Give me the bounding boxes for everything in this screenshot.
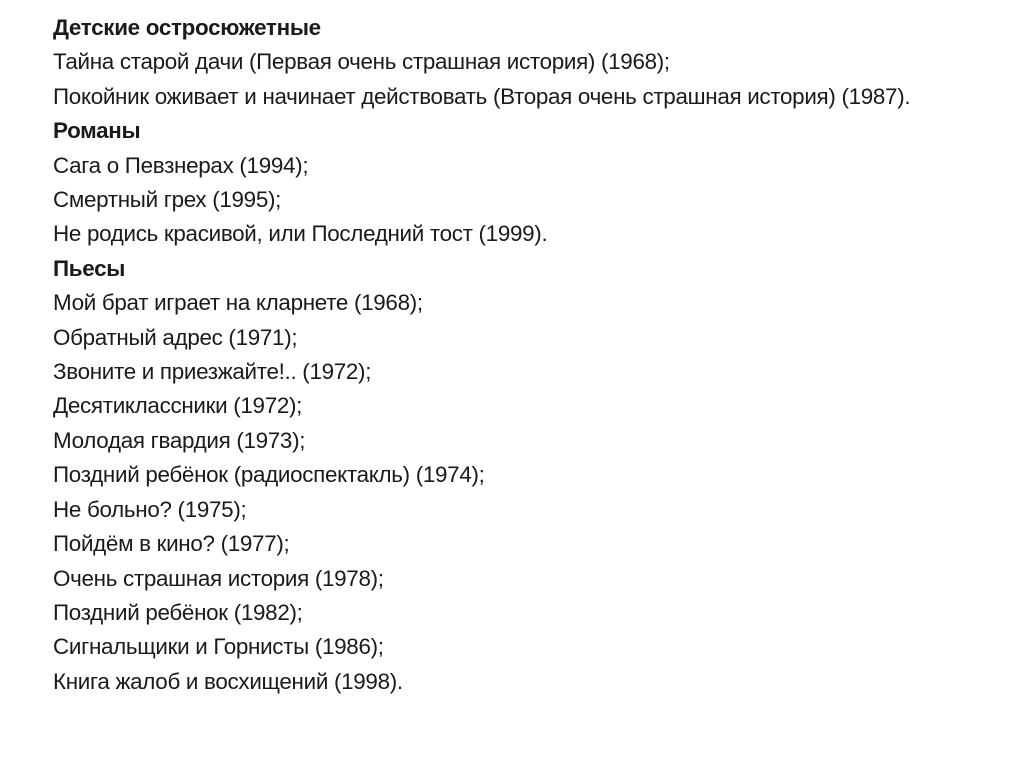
list-item: Не родись красивой, или Последний тост (1999). [53, 221, 548, 247]
list-item: Сага о Певзнерах (1994); [53, 152, 309, 178]
slide-text-body [53, 11, 1003, 699]
list-item: Поздний ребёнок (радиоспектакль) (1974); [53, 462, 485, 488]
list-item: Десятиклассники (1972); [53, 393, 303, 419]
list-item: Молодая гвардия (1973); [53, 427, 306, 453]
list-item: Обратный адрес (1971); [53, 324, 298, 350]
list-item: Пойдём в кино? (1977); [53, 531, 290, 557]
list-item: Очень страшная история (1978); [53, 565, 384, 591]
list-item: Книга жалоб и восхищений (1998). [53, 668, 403, 694]
list-item: Мой брат играет на кларнете (1968); [53, 290, 423, 316]
section-heading-children: Детские остросюжетные [53, 15, 321, 40]
list-item: Звоните и приезжайте!.. (1972); [53, 359, 372, 385]
list-item: Покойник оживает и начинает действовать (Вторая очень страшная история) (1987). [53, 83, 911, 109]
section-heading-novels: Романы [53, 118, 141, 144]
list-item: Сигнальщики и Горнисты (1986); [53, 634, 384, 660]
list-item: Поздний ребёнок (1982); [53, 599, 303, 625]
list-item: Не больно? (1975); [53, 496, 247, 522]
list-item: Смертный грех (1995); [53, 187, 282, 213]
section-heading-plays: Пьесы [53, 255, 126, 281]
list-item: Тайна старой дачи (Первая очень страшная история) (1968); [53, 49, 670, 75]
